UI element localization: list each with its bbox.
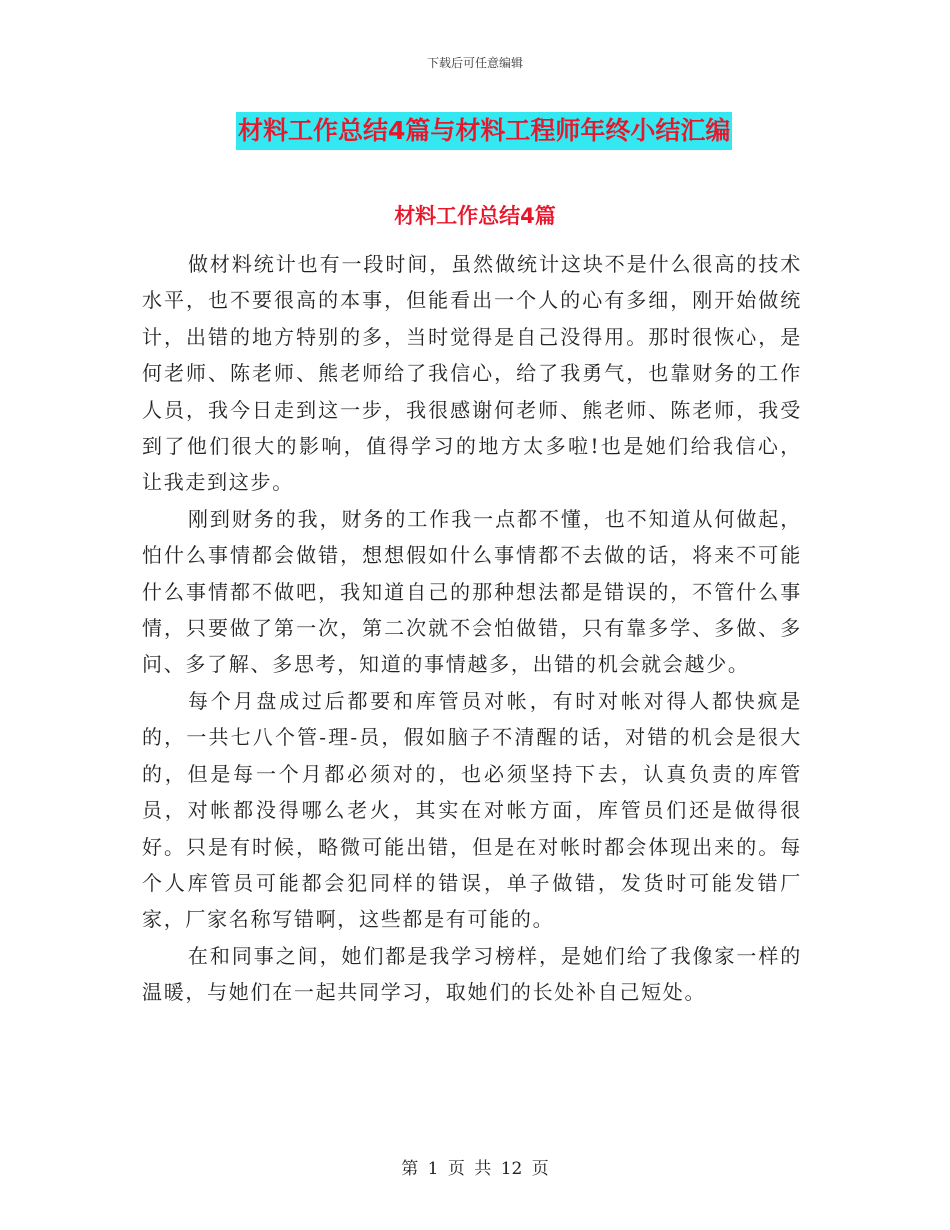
paragraph: 刚到财务的我，财务的工作我一点都不懂，也不知道从何做起，怕什么事情都会做错，想想假如什么事情都不去做的话，将来不可能什么事情都不做吧，我知道自己的那种想法都是错误的，不管什么事情，只要做了第一次，第二次就不会怕做错，只有靠多学、多做、多问、多了解、多思考，知道的事情越多，出错的机会就会越少。: [142, 506, 802, 677]
paragraph: 做材料统计也有一段时间，虽然做统计这块不是什么很高的技术水平，也不要很高的本事，但能看出一个人的心有多细，刚开始做统计，出错的地方特别的多，当时觉得是自己没得用。那时很恢心，是何老师、陈老师、熊老师给了我信心，给了我勇气，也靠财务的工作人员，我今日走到这一步，我很感谢何老师、熊老师、陈老师，我受到了他们很大的影响，值得学习的地方太多啦!也是她们给我信心，让我走到这步。: [142, 252, 802, 495]
paragraph: 每个月盘成过后都要和库管员对帐，有时对帐对得人都快疯是的，一共七八个管-理-员，假如脑子不清醒的话，对错的机会是很大的，但是每一个月都必须对的，也必须坚持下去，认真负责的库管员，对帐都没得哪么老火，其实在对帐方面，库管员们还是做得很好。只是有时候，略微可能出错，但是在对帐时都会体现出来的。每个人库管员可能都会犯同样的错误，单子做错，发货时可能发错厂家，厂家名称写错啊，这些都是有可能的。: [142, 688, 802, 932]
section-title: 材料工作总结4篇: [394, 204, 556, 228]
document-title: 材料工作总结4篇与材料工程师年终小结汇编: [236, 112, 732, 150]
header-note: 下载后可任意编辑: [426, 56, 523, 70]
paragraph: 在和同事之间，她们都是我学习榜样，是她们给了我像家一样的温暖，与她们在一起共同学习，取她们的长处补自己短处。: [142, 943, 802, 1005]
page-number-footer: 第 1 页 共 12 页: [401, 1159, 549, 1179]
document-body: [142, 246, 802, 1011]
